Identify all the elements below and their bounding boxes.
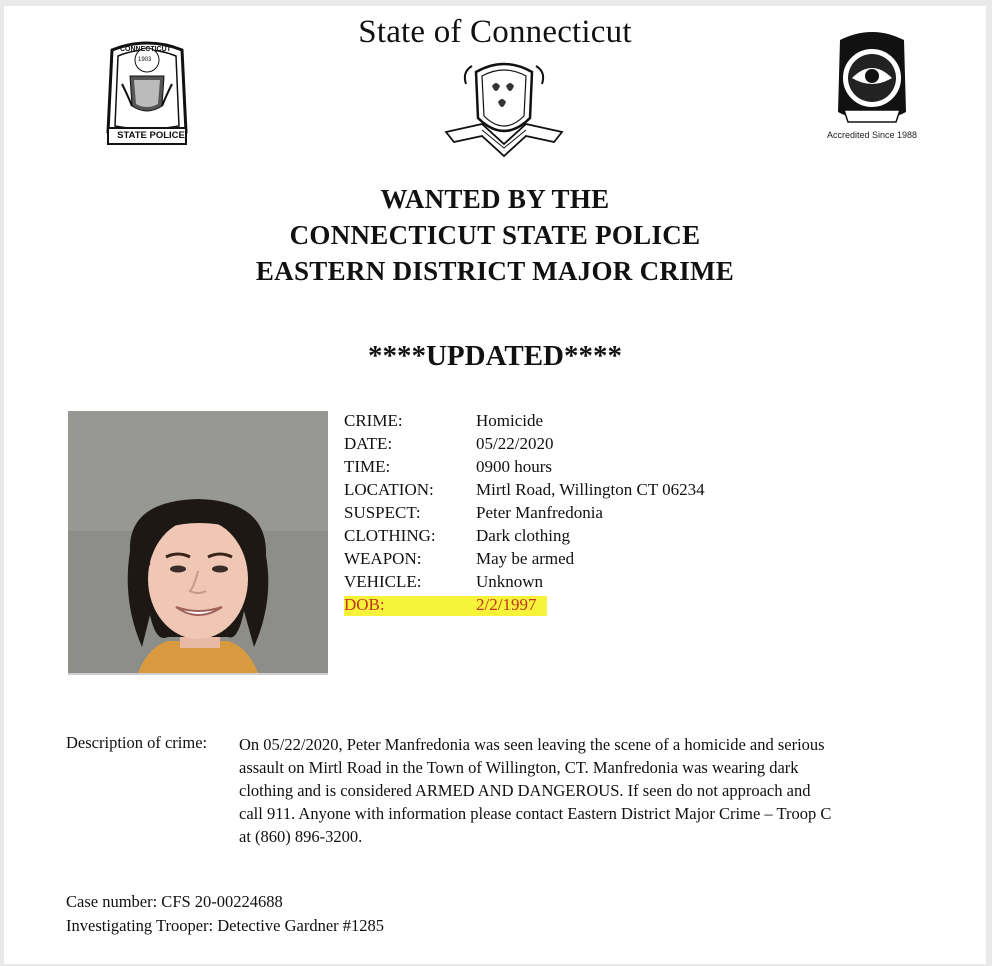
detail-value: Dark clothing	[476, 526, 570, 545]
accreditation-caption: Accredited Since 1988	[826, 130, 918, 140]
detail-row-location	[344, 480, 864, 503]
description-label: Description of crime:	[66, 733, 208, 752]
case-number: Case number: CFS 20-00224688	[66, 892, 283, 911]
detail-row-date	[344, 434, 864, 457]
detail-label: SUSPECT:	[344, 503, 421, 522]
heading-line-3: EASTERN DISTRICT MAJOR CRIME	[255, 256, 735, 286]
wanted-poster	[4, 6, 986, 964]
detail-value: Unknown	[476, 572, 544, 591]
detail-label: VEHICLE:	[344, 572, 422, 591]
detail-value: 05/22/2020	[476, 434, 554, 453]
investigating-trooper: Investigating Trooper: Detective Gardner #1285	[66, 916, 385, 935]
detail-label: TIME:	[344, 457, 391, 476]
heading-line-2: CONNECTICUT STATE POLICE	[289, 220, 701, 250]
badge-top-text: CONNECTICUT	[120, 46, 171, 53]
detail-value: Peter Manfredonia	[476, 503, 603, 522]
heading-line-1: WANTED BY THE	[380, 184, 610, 214]
detail-label: DATE:	[344, 434, 393, 453]
detail-row-weapon	[344, 549, 864, 572]
description-line: call 911. Anyone with information please contact Eastern District Major Crime – Troop C	[239, 804, 832, 823]
detail-value: 0900 hours	[476, 457, 553, 476]
detail-row-time	[344, 457, 864, 480]
badge-year: 1903	[138, 57, 152, 63]
description-line: On 05/22/2020, Peter Manfredonia was seen leaving the scene of a homicide and serious	[239, 735, 825, 754]
detail-label: CRIME:	[344, 411, 403, 430]
detail-row-vehicle	[344, 572, 864, 595]
detail-value: Homicide	[476, 411, 544, 430]
detail-row-clothing	[344, 526, 864, 549]
detail-row-crime	[344, 411, 864, 434]
description-line: clothing and is considered ARMED AND DANGEROUS. If seen do not approach and	[239, 781, 811, 800]
detail-row-suspect	[344, 503, 864, 526]
updated-banner: ****UPDATED****	[367, 340, 623, 372]
connecticut-state-seal-icon	[442, 58, 566, 166]
badge-bottom-text: STATE POLICE	[117, 130, 185, 141]
crime-details	[344, 411, 864, 618]
detail-value: May be armed	[476, 549, 575, 568]
detail-row-dob	[344, 595, 864, 618]
detail-label: WEAPON:	[344, 549, 422, 568]
detail-label: CLOTHING:	[344, 526, 436, 545]
calea-accreditation-seal-icon	[822, 28, 922, 132]
detail-label: LOCATION:	[344, 480, 434, 499]
detail-value: Mirtl Road, Willington CT 06234	[476, 480, 705, 499]
state-title: State of Connecticut	[358, 14, 632, 50]
detail-label: DOB:	[344, 595, 385, 614]
detail-value: 2/2/1997	[476, 595, 537, 614]
description-text	[239, 733, 959, 848]
description-line: assault on Mirtl Road in the Town of Willington, CT. Manfredonia was wearing dark	[239, 758, 799, 777]
description-line: at (860) 896-3200.	[239, 827, 363, 846]
suspect-mugshot-photo	[68, 411, 328, 675]
